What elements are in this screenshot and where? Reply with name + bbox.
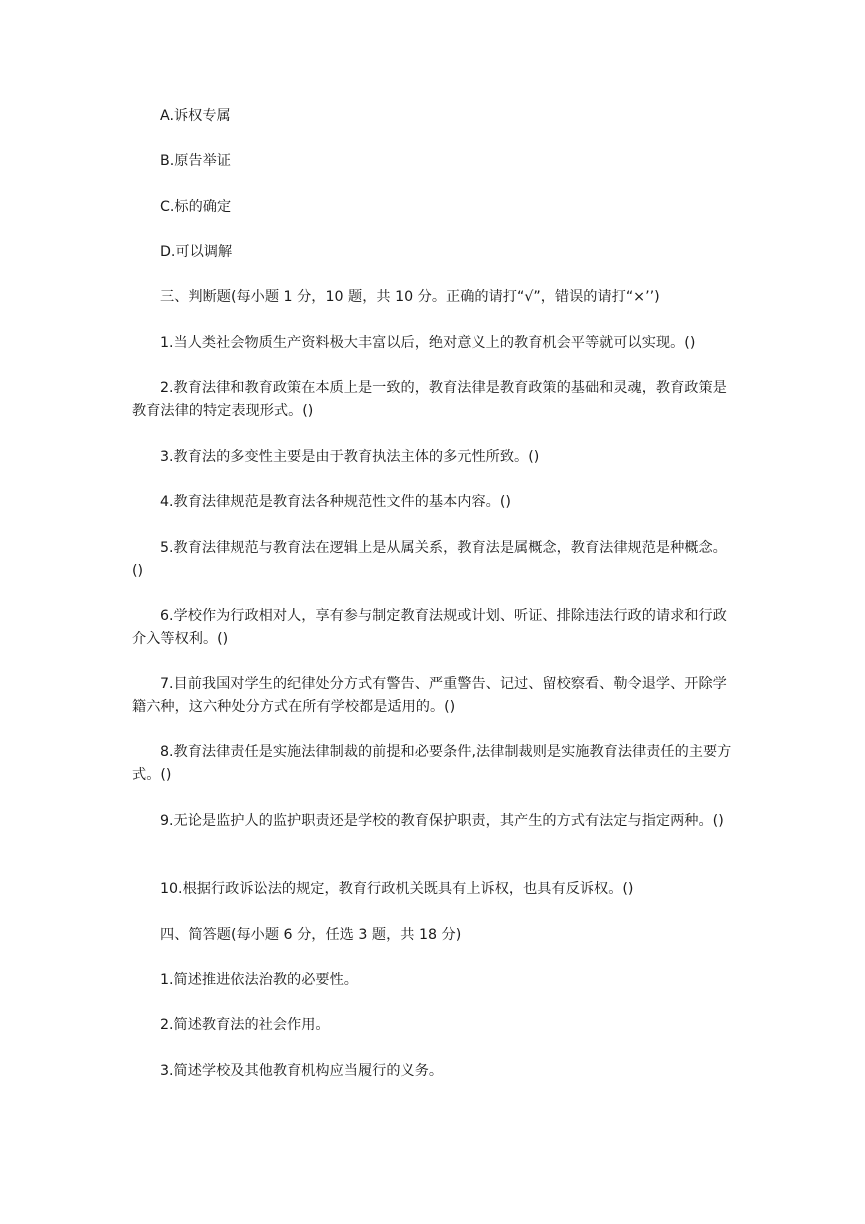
judgment-item-5: 5.教育法律规范与教育法在逻辑上是从属关系，教育法是属概念，教育法律规范是种概念。() (132, 540, 727, 579)
section4-heading: 四、简答题(每小题 6 分，任选 3 题，共 18 分) (160, 927, 462, 943)
judgment-item-7: 7.目前我国对学生的纪律处分方式有警告、严重警告、记过、留校察看、勒令退学、开除学籍六种，这六种处分方式在所有学校都是适用的。() (132, 676, 727, 715)
section3-heading: 三、判断题(每小题 1 分，10 题，共 10 分。正确的请打“√”，错误的请打“×’’) (160, 289, 660, 305)
judgment-item-6: 6.学校作为行政相对人，享有参与制定教育法规或计划、听证、排除违法行政的请求和行政介入等权利。() (132, 608, 727, 647)
judgment-item-1: 1.当人类社会物质生产资料极大丰富以后，绝对意义上的教育机会平等就可以实现。() (160, 335, 696, 351)
option-c: C.标的确定 (160, 199, 232, 215)
judgment-item-3: 3.教育法的多变性主要是由于教育执法主体的多元性所致。() (160, 449, 540, 465)
judgment-item-8: 8.教育法律责任是实施法律制裁的前提和必要条件,法律制裁则是实施教育法律责任的主要方式。() (132, 744, 732, 783)
judgment-item-10: 10.根据行政诉讼法的规定，教育行政机关既具有上诉权，也具有反诉权。() (160, 881, 634, 897)
judgment-item-4: 4.教育法律规范是教育法各种规范性文件的基本内容。() (160, 494, 511, 510)
judgment-item-2: 2.教育法律和教育政策在本质上是一致的，教育法律是教育政策的基础和灵魂，教育政策是教育法律的特定表现形式。() (132, 380, 727, 419)
option-d: D.可以调解 (160, 244, 233, 260)
judgment-item-9: 9.无论是监护人的监护职责还是学校的教育保护职责，其产生的方式有法定与指定两种。() (160, 813, 724, 829)
short-answer-item-2: 2.简述教育法的社会作用。 (160, 1017, 330, 1033)
option-b: B.原告举证 (160, 153, 231, 169)
short-answer-item-1: 1.简述推进依法治教的必要性。 (160, 972, 358, 988)
short-answer-item-3: 3.简述学校及其他教育机构应当履行的义务。 (160, 1063, 444, 1079)
option-a: A.诉权专属 (160, 108, 231, 124)
